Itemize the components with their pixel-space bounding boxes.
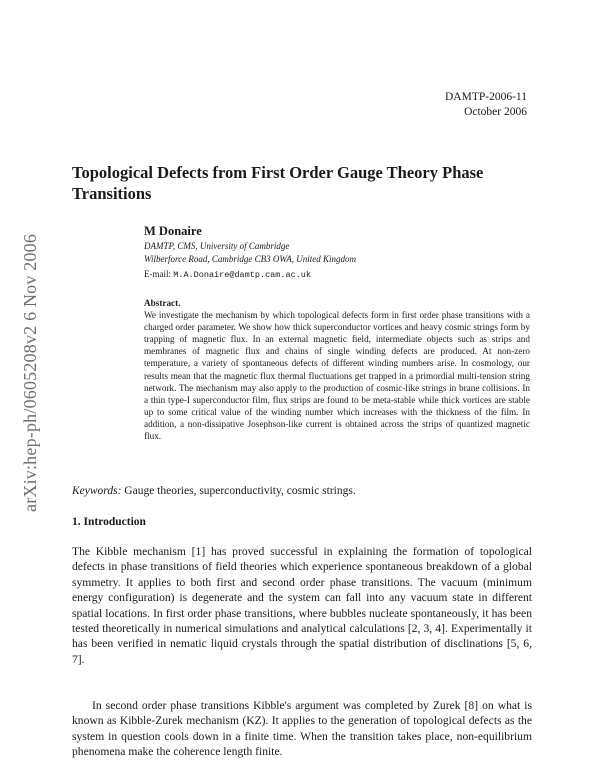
report-date: October 2006 — [464, 106, 527, 118]
abstract — [144, 297, 530, 442]
report-header — [445, 90, 527, 120]
affiliation-line: DAMTP, CMS, University of Cambridge — [144, 241, 290, 251]
email-address: M.A.Donaire@damtp.cam.ac.uk — [173, 270, 311, 280]
affiliation-line: Wilberforce Road, Cambridge CB3 OWA, United Kingdom — [144, 254, 357, 264]
keywords — [72, 485, 532, 497]
arxiv-identifier-stamp: arXiv:hep-ph/0605208v2 6 Nov 2006 — [20, 233, 40, 512]
keywords-text: Gauge theories, superconductivity, cosmic strings. — [124, 485, 356, 497]
section-heading: 1. Introduction — [72, 516, 146, 528]
email-line — [144, 269, 311, 280]
author-name: M Donaire — [144, 224, 202, 238]
report-number: DAMTP-2006-11 — [445, 91, 527, 103]
email-label: E-mail: — [144, 269, 171, 279]
abstract-heading: Abstract. — [144, 298, 181, 308]
abstract-text: We investigate the mechanism by which topological defects form in first order phase transitions with a charged order parameter. We show how thick superconductor vortices and heavy cosmic strings form by trapping of magnetic flux. In an external magnetic field, intermediate objects such as strips and membranes of magnetic flux and chains of single winding defects are produced. At non-zero temperature, a variety of spontaneous defects of different winding numbers arise. In cosmology, our results mean that the magnetic flux thermal fluctuations get trapped in a primordial multi-tension string network. The mechanism may also apply to the production of cosmic-like strings in brane collisions. In a thin type-I superconductor film, flux strips are found to be meta-stable while thick vortices are stable up to some critical value of the winding number which increases with the thickness of the film. In addition, a non-dissipative Josephson-like current is obtained across the strips of quantized magnetic flux. — [144, 310, 530, 442]
body-paragraph: The Kibble mechanism [1] has proved successful in explaining the formation of topological defects in phase transitions of field theories which experience spontaneous breakdown of a global symmetry. It applies to both first and second order phase transitions. The vacuum (minimum energy configuration) is degenerate and the system can fall into any vacuum state in different spatial locations. In first order phase transitions, where bubbles nucleate spontaneously, it has been tested theoretically in numerical simulations and analytical calculations [2, 3, 4]. Experimentally it has been verified in nematic liquid crystals through the spatial distribution of disclinations [5, 6, 7]. — [72, 545, 532, 666]
keywords-label: Keywords: — [72, 485, 122, 497]
paper-title: Topological Defects from First Order Gauge Theory Phase Transitions — [72, 163, 484, 203]
body-paragraph: In second order phase transitions Kibble's argument was completed by Zurek [8] on what is known as Kibble-Zurek mechanism (KZ). It applies to the generation of topological defects as the system in question cools down in a finite time. When the transition takes place, non-equilibrium phenomena make the coherence length finite. — [72, 699, 532, 759]
affiliation — [144, 240, 356, 266]
